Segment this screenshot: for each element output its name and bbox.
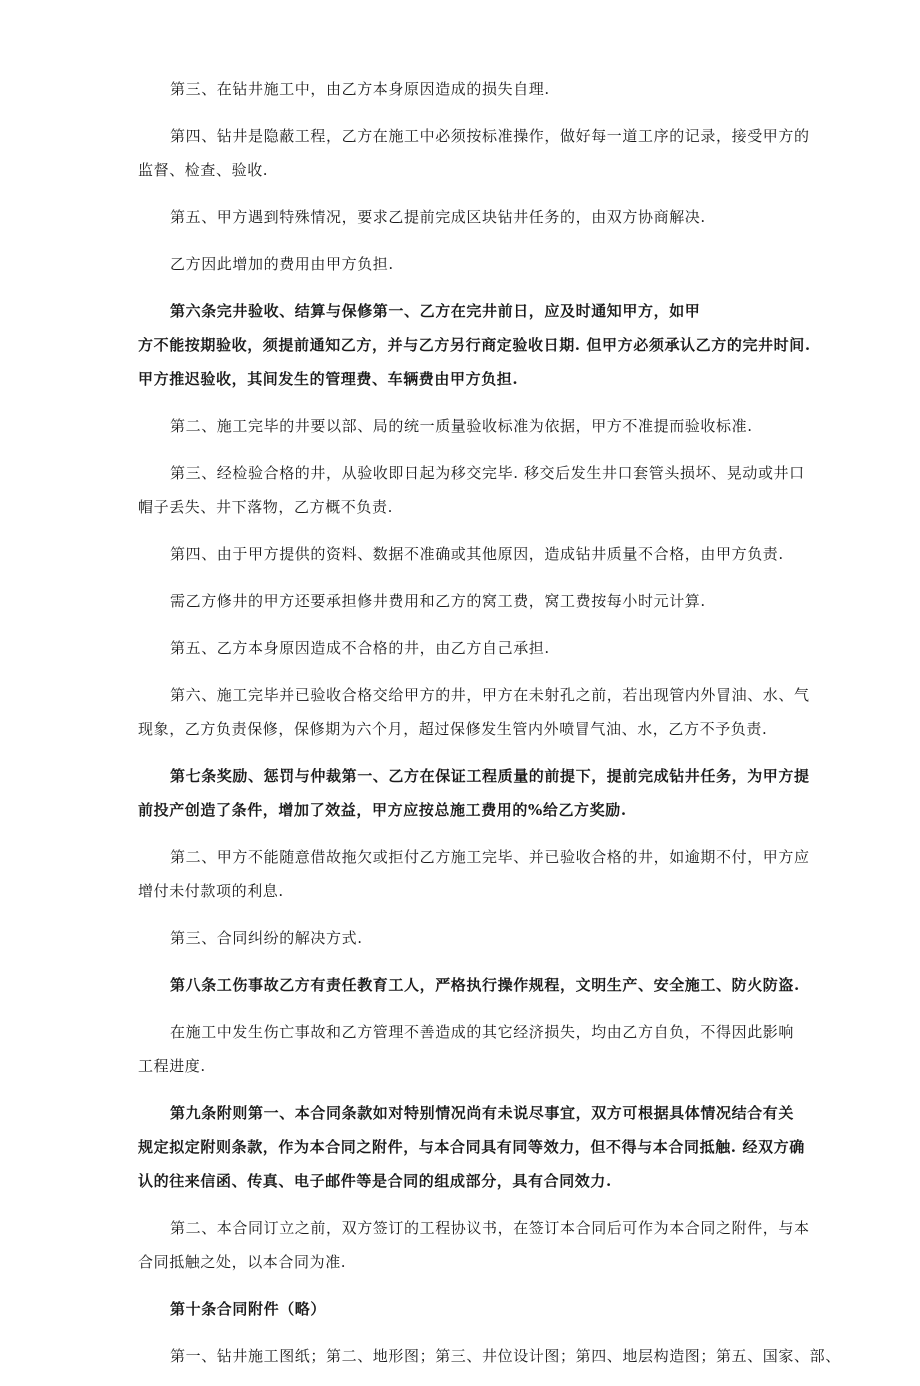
paragraph-line: 前投产创造了条件，增加了效益，甲方应按总施工费用的%给乙方奖励. (138, 801, 627, 819)
paragraph-line: 第一、钻井施工图纸；第二、地形图；第三、井位设计图；第四、地层构造图；第五、国家、部、 (170, 1347, 841, 1365)
paragraph-line: 第三、在钻井施工中，由乙方本身原因造成的损失自理. (170, 80, 550, 98)
body-paragraph (138, 1015, 795, 1083)
paragraph-line: 第四、由于甲方提供的资料、数据不准确或其他原因，造成钻井质量不合格，由甲方负责. (170, 545, 784, 563)
paragraph-line: 现象，乙方负责保修，保修期为六个月，超过保修发生管内外喷冒气油、水，乙方不予负责. (138, 720, 768, 738)
article-heading-paragraph (138, 759, 810, 827)
paragraph-line: 在施工中发生伤亡事故和乙方管理不善造成的其它经济损失，均由乙方自负，不得因此影响 (170, 1023, 795, 1041)
paragraph-line: 第三、合同纠纷的解决方式. (170, 929, 363, 947)
paragraph-line: 增付未付款项的利息. (138, 882, 284, 900)
paragraph-line: 第四、钻井是隐蔽工程，乙方在施工中必须按标准操作，做好每一道工序的记录，接受甲方的 (170, 127, 810, 145)
body-paragraph (138, 1339, 841, 1373)
body-paragraph (138, 840, 810, 908)
paragraph-line: 监督、检查、验收. (138, 161, 269, 179)
paragraph-line: 第三、经检验合格的井，从验收即日起为移交完毕. 移交后发生井口套管头损坏、晃动或井口 (170, 464, 805, 482)
paragraph-line: 第八条工伤事故乙方有责任教育工人，严格执行操作规程，文明生产、安全施工、防火防盗. (170, 976, 800, 994)
paragraph-line: 第五、甲方遇到特殊情况，要求乙提前完成区块钻井任务的，由双方协商解决. (170, 208, 706, 226)
body-paragraph (138, 678, 810, 746)
paragraph-line: 帽子丢失、井下落物，乙方概不负责. (138, 498, 393, 516)
paragraph-line: 方不能按期验收，须提前通知乙方，并与乙方另行商定验收日期. 但甲方必须承认乙方的完井时间. (138, 336, 811, 354)
body-paragraph (138, 584, 786, 618)
paragraph-line: 第六条完井验收、结算与保修第一、乙方在完井前日，应及时通知甲方，如甲 (170, 302, 701, 320)
paragraph-line: 第二、甲方不能随意借故拖欠或拒付乙方施工完毕、并已验收合格的井，如逾期不付，甲方应 (170, 848, 810, 866)
article-heading-paragraph (138, 294, 811, 396)
article-heading-paragraph (138, 1292, 786, 1326)
paragraph-line: 规定拟定附则条款，作为本合同之附件，与本合同具有同等效力，但不得与本合同抵触. 经双方确 (138, 1138, 805, 1156)
body-paragraph (138, 921, 786, 955)
paragraph-line: 甲方推迟验收，其间发生的管理费、车辆费由甲方负担. (138, 370, 519, 388)
body-paragraph (138, 200, 786, 234)
body-paragraph (138, 537, 786, 571)
body-paragraph (138, 72, 786, 106)
body-paragraph (138, 409, 786, 443)
body-paragraph (138, 631, 786, 665)
paragraph-line: 第七条奖励、惩罚与仲裁第一、乙方在保证工程质量的前提下，提前完成钻井任务，为甲方提 (170, 767, 810, 785)
paragraph-line: 第六、施工完毕并已验收合格交给甲方的井，甲方在未射孔之前，若出现管内外冒油、水、气 (170, 686, 810, 704)
paragraph-line: 认的往来信函、传真、电子邮件等是合同的组成部分，具有合同效力. (138, 1172, 612, 1190)
paragraph-line: 第九条附则第一、本合同条款如对特别情况尚有未说尽事宜，双方可根据具体情况结合有关 (170, 1104, 795, 1122)
body-paragraph (138, 1211, 810, 1279)
article-heading-paragraph (138, 968, 800, 1002)
document-body (138, 72, 841, 1386)
body-paragraph (138, 119, 810, 187)
paragraph-line: 第十条合同附件（略） (170, 1300, 327, 1318)
paragraph-line: 第五、乙方本身原因造成不合格的井，由乙方自己承担. (170, 639, 550, 657)
body-paragraph (138, 247, 786, 281)
paragraph-line: 需乙方修井的甲方还要承担修井费用和乙方的窝工费，窝工费按每小时元计算. (170, 592, 706, 610)
paragraph-line: 第二、施工完毕的井要以部、局的统一质量验收标准为依据，甲方不准提而验收标准. (170, 417, 753, 435)
paragraph-line: 工程进度. (138, 1057, 206, 1075)
paragraph-line: 合同抵触之处，以本合同为准. (138, 1253, 347, 1271)
article-heading-paragraph (138, 1096, 805, 1198)
paragraph-line: 第二、本合同订立之前，双方签订的工程协议书，在签订本合同后可作为本合同之附件，与本 (170, 1219, 810, 1237)
body-paragraph (138, 456, 805, 524)
paragraph-line: 乙方因此增加的费用由甲方负担. (170, 255, 394, 273)
